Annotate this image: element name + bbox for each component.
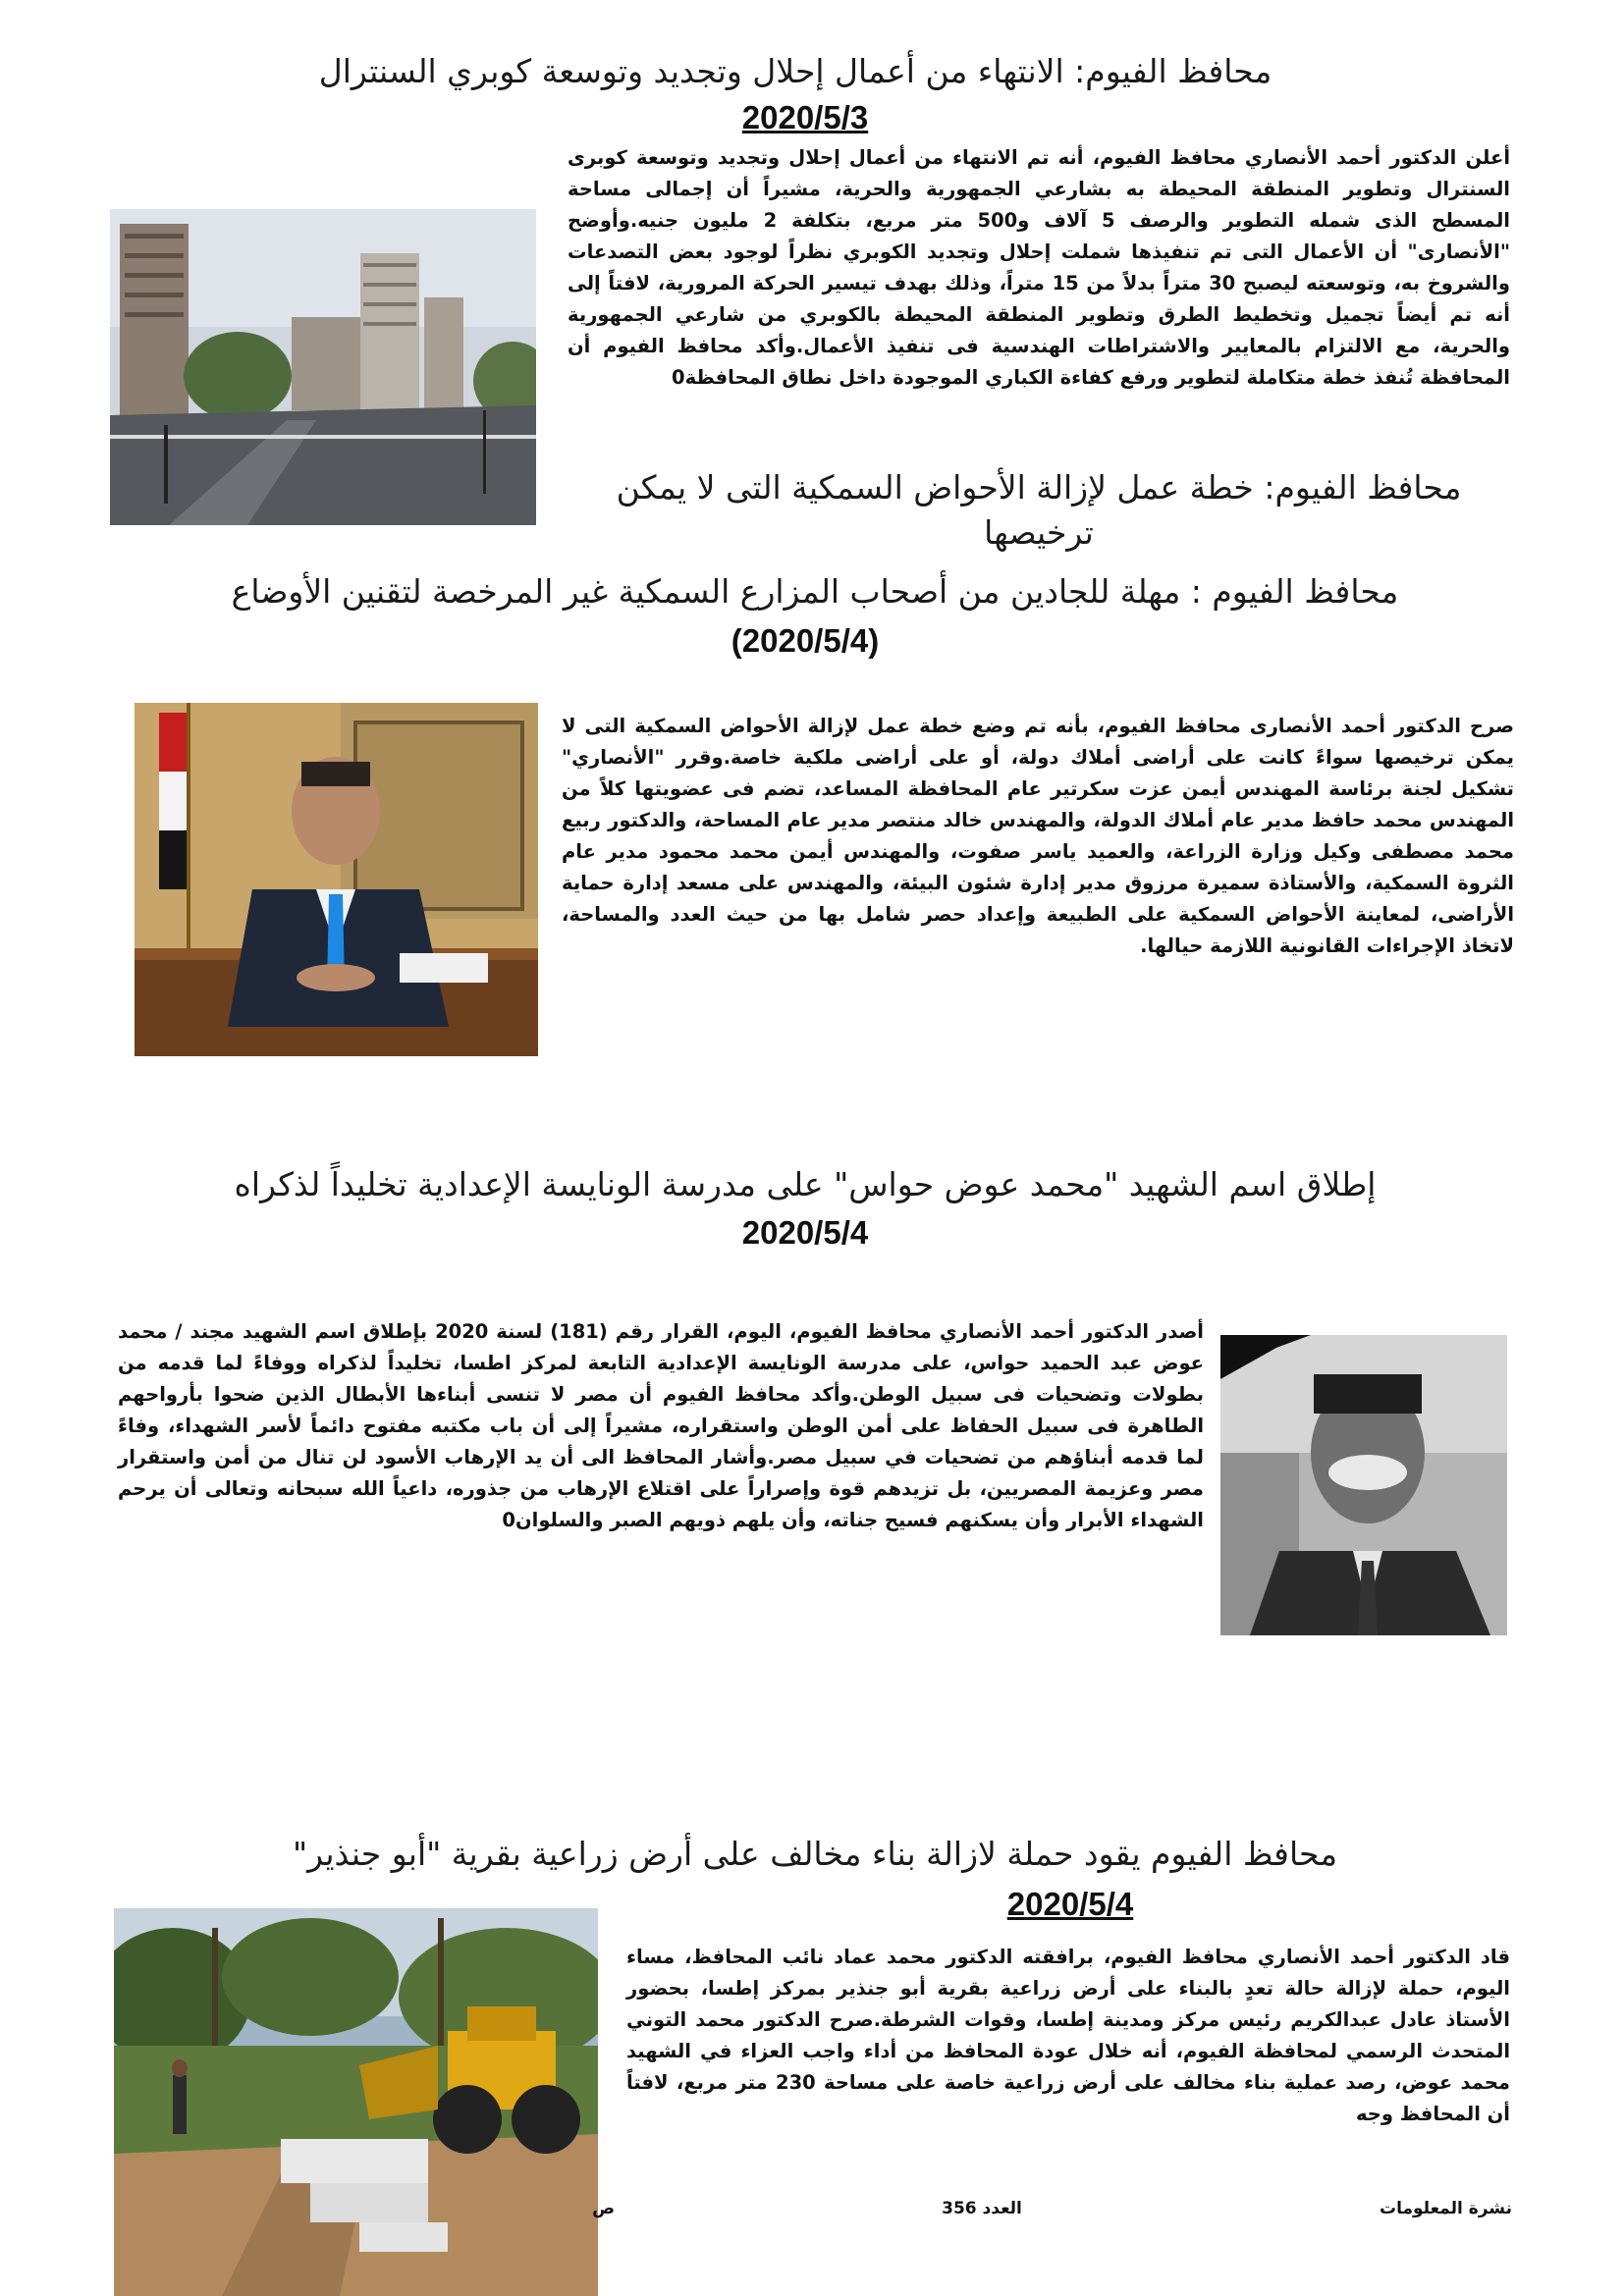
governor-office-photo <box>135 703 538 1056</box>
article-3-title: إطلاق اسم الشهيد "محمد عوض حواس" على مدرسة الونايسة الإعدادية تخليداً لذكراه <box>234 1165 1377 1203</box>
article-2-body: صرح الدكتور أحمد الأنصارى محافظ الفيوم، بأنه تم وضع خطة عمل لإزالة الأحواض السمكية التى لا يمكن ترخيصها سواءً كانت على أراضى أملاك دولة، أو على أراضى ملكية خاصة.وقرر "الأنصاري" تشكيل لجنة برئاسة المهندس أيمن عزت سكرتير عام المحافظة المساعد، تضم فى عضويتها كلاً من المهندس محمد حافظ مدير عام أملاك الدولة، والمهندس خالد منتصر مدير عام المساحة، والدكتور ربيع محمد مصطفى وكيل وزارة الزراعة، والعميد ياسر صفوت، والمهندس أيمن محمد محمود مدير عام الثروة السمكية، والأستاذة سميرة مرزوق مدير إدارة شئون البيئة، والمهندس على مسعد إدارة حماية الأراضى، لمعاينة الأحواض السمكية على الطبيعة وإعداد حصر شامل بها من حيث العدد والمساحة، لاتخاذ الإجراءات القانونية اللازمة حيالها. <box>562 715 1514 957</box>
article-2-title: محافظ الفيوم: خطة عمل لإزالة الأحواض السمكية التى لا يمكن ترخيصها <box>616 468 1462 552</box>
footer-stray-char: ص <box>592 2199 615 2218</box>
martyr-portrait-photo <box>1220 1335 1507 1635</box>
article-2-subtitle: محافظ الفيوم : مهلة للجادين من أصحاب المزارع السمكية غير المرخصة لتقنين الأوضاع <box>231 572 1399 611</box>
street-bridge-photo <box>110 209 536 525</box>
article-4-body: قاد الدكتور أحمد الأنصاري محافظ الفيوم، برافقته الدكتور محمد عماد نائب المحافظ، مساء اليوم، حملة لإزالة حالة تعدٍ بالبناء على أرض زراعية بقرية أبو جنذير بمركز إطسا، بحضور الأستاذ عادل عبدالكريم رئيس مركز ومدينة إطسا، وقوات الشرطة.صرح الدكتور محمد التوني المتحدث الرسمي لمحافظة الفيوم، أنه خلال عودة المحافظ من أداء واجب العزاء في الشهيد محمد عوض، رصد عملية بناء مخالف على أرض زراعية خاصة على مساحة 230 متر مربع، لافتاً أن المحافظ وجه <box>626 1946 1510 2125</box>
demolition-bulldozer-photo <box>114 1908 598 2296</box>
article-3-body: أصدر الدكتور أحمد الأنصاري محافظ الفيوم، اليوم، القرار رقم (181) لسنة 2020 بإطلاق اسم الشهيد مجند / محمد عوض عبد الحميد حواس، على مدرسة الونايسة الإعدادية التابعة لمركز اطسا، تخليداً لذكراه ووفاءً لما قدمه من بطولات وتضحيات فى سبيل الوطن.وأكد محافظ الفيوم أن مصر لا تنسى أبناءها الأبطال الذين ضحوا بأرواحهم الطاهرة فى سبيل الحفاظ على أمن الوطن واستقراره، مشيراً إلى أن باب مكتبه مفتوح دائماً لأسر الشهداء، وفاءً لما قدمه أبناؤهم من تضحيات في سبيل مصر.وأشار المحافظ الى أن يد الإرهاب الأسود لن تنال من أمن واستقرار مصر وعزيمة المصريين، بل تزيدهم قوة وإصراراً على اقتلاع الإرهاب من جذوره، داعياً الله سبحانه وتعالى أن يرحم الشهداء الأبرار وأن يسكنهم فسيح جناته، وأن يلهم ذويهم الصبر والسلوان0 <box>118 1320 1204 1531</box>
article-1-body: أعلن الدكتور أحمد الأنصاري محافظ الفيوم، أنه تم الانتهاء من أعمال إحلال وتجديد وتوسعة كوبرى السنترال وتطوير المنطقة المحيطة به بشارعي الجمهورية والحرية، مشيراً أن إجمالى مساحة المسطح الذى شمله التطوير والرصف 5 آلاف و500 متر مربع، بتكلفة 2 مليون جنيه.وأوضح "الأنصارى" أن الأعمال التى تم تنفيذها شملت إحلال وتجديد الكوبري نظراً لوجود بعض التصدعات والشروخ به، وتوسعته ليصبح 30 متراً بدلاً من 15 متراً، وذلك بهدف تيسير الحركة المرورية، لافتاً إلى أنه تم أيضاً تجميل وتخطيط الطرق وتطوير المنطقة المحيطة بالكوبري من شارعي الجمهورية والحرية، مع الالتزام بالمعايير والاشتراطات الهندسية فى تنفيذ الأعمال.وأكد محافظ الفيوم أن المحافظة تُنفذ خطة متكاملة لتطوير ورفع كفاءة الكباري الموجودة داخل نطاق المحافظة0 <box>568 146 1510 389</box>
footer-issue-number: العدد 356 <box>942 2199 1022 2218</box>
article-3-date: 2020/5/4 <box>741 1214 869 1251</box>
article-1-title: محافظ الفيوم: الانتهاء من أعمال إحلال وتجديد وتوسعة كوبري السنترال <box>318 52 1272 90</box>
article-2-date: (2020/5/4) <box>731 622 880 659</box>
article-4-title: محافظ الفيوم يقود حملة لازالة بناء مخالف على أرض زراعية بقرية "أبو جنذير" <box>292 1835 1337 1873</box>
article-4-date: 2020/5/4 <box>1006 1886 1134 1922</box>
article-1-date: 2020/5/3 <box>741 99 869 135</box>
footer-publication-name: نشرة المعلومات <box>1379 2199 1512 2218</box>
